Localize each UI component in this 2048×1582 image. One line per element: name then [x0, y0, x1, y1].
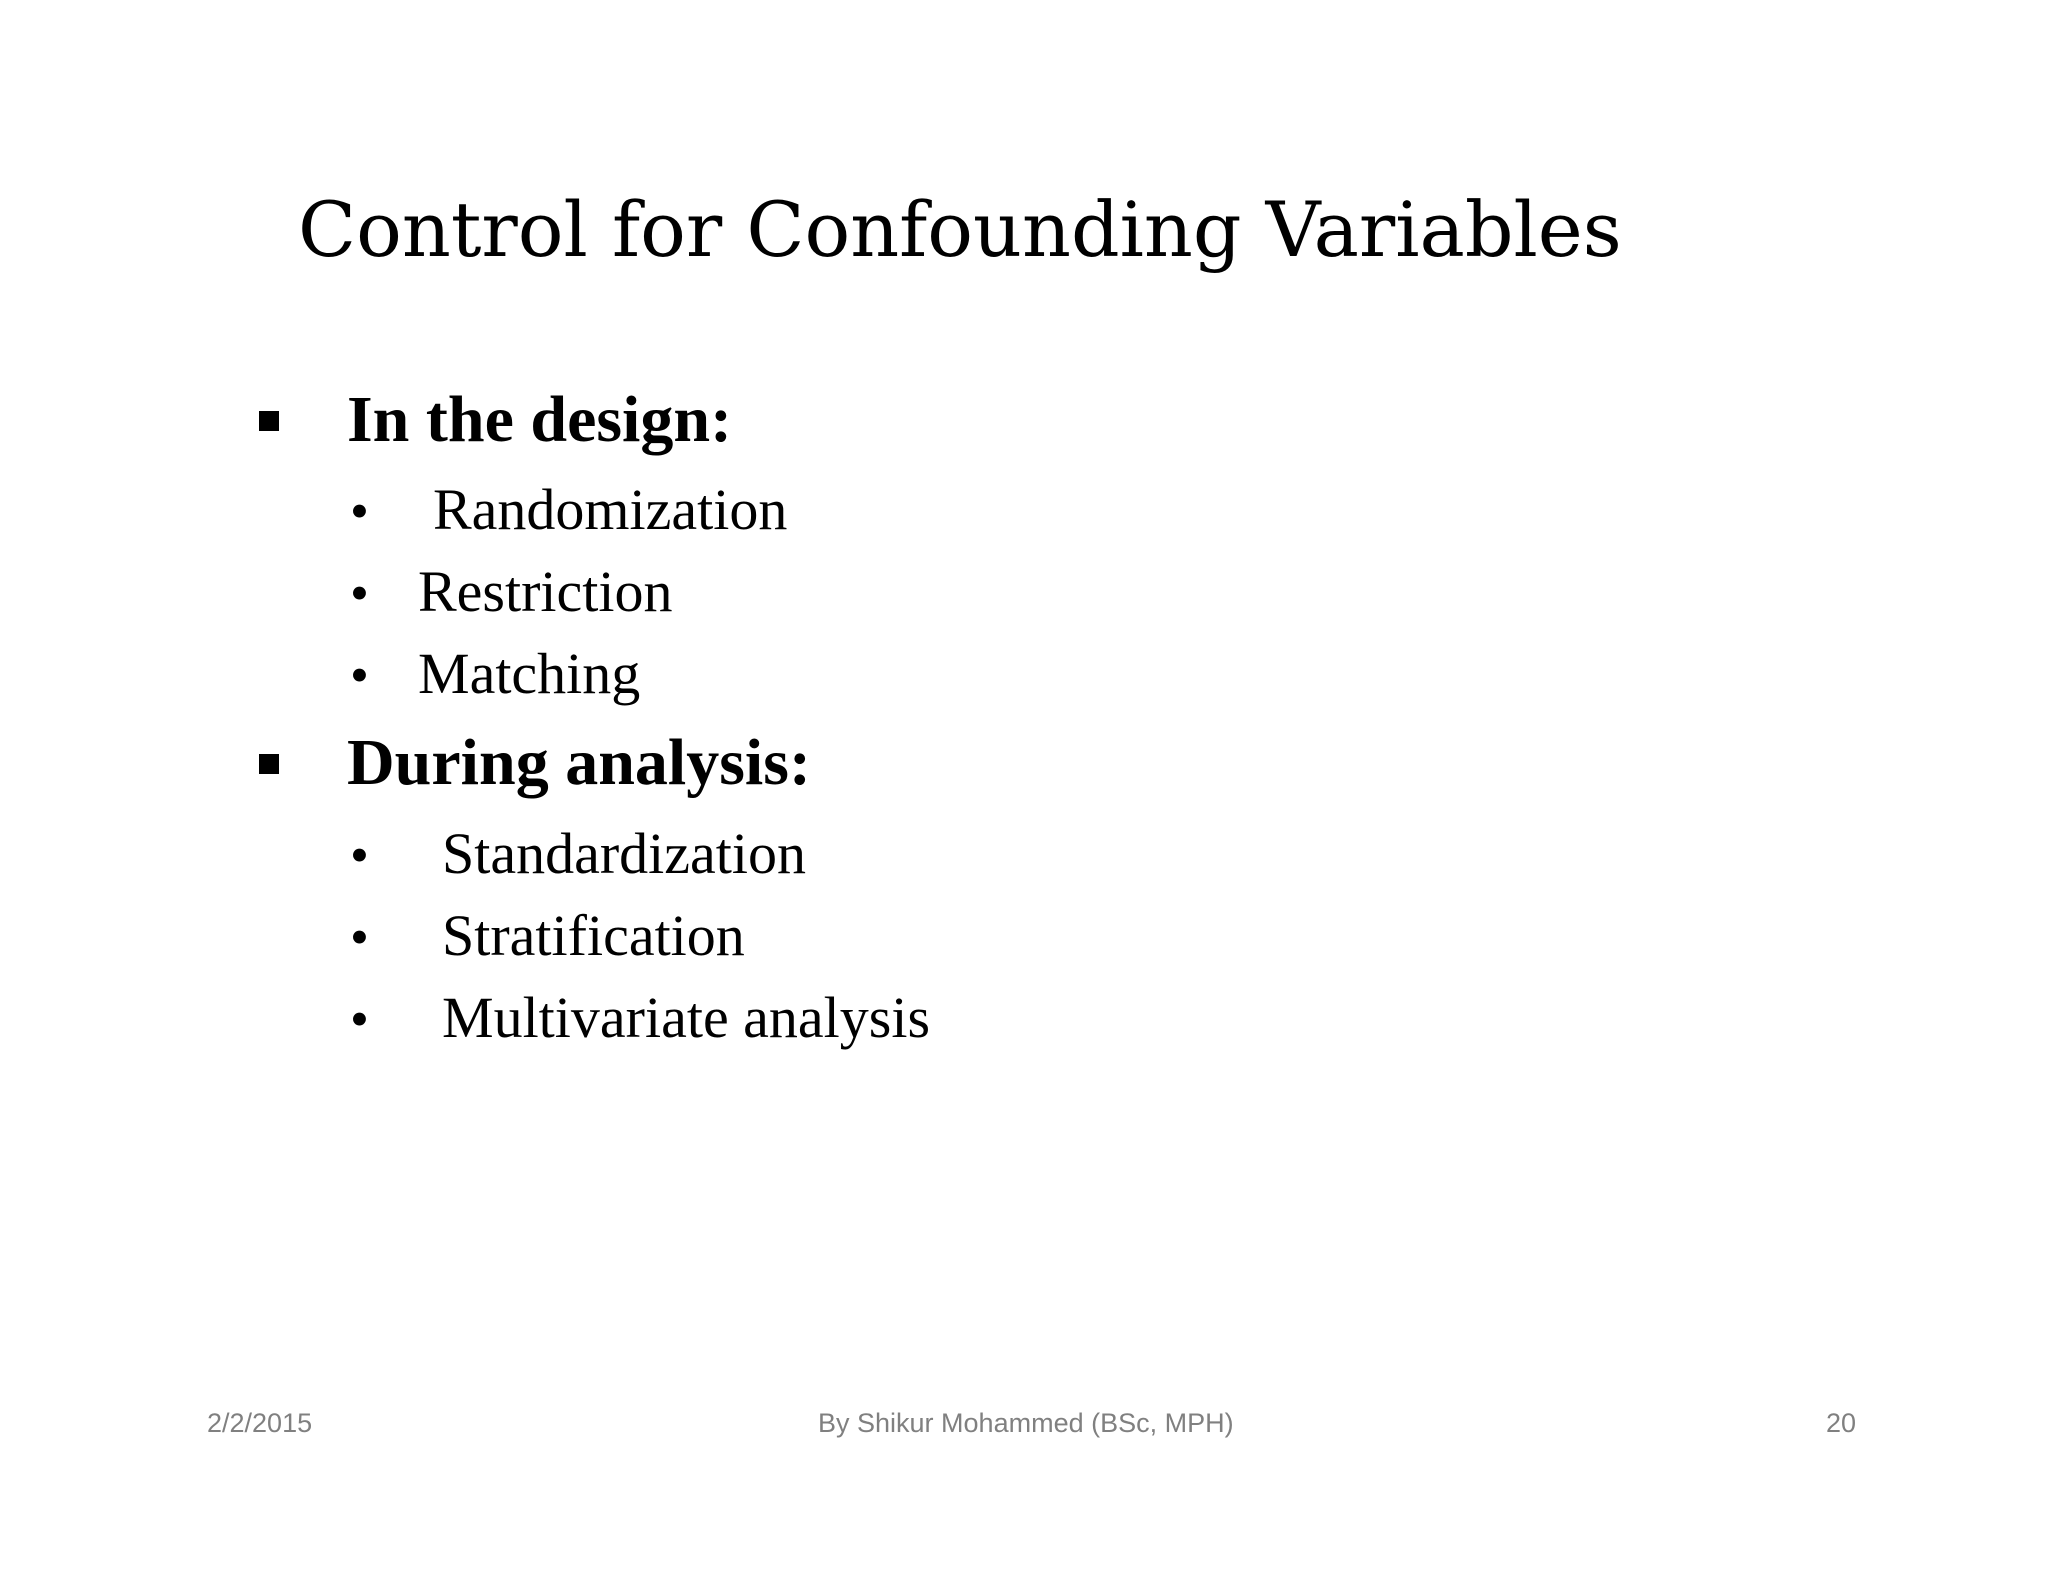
list-item-standardization: Standardization [442, 821, 807, 886]
slide-title: Control for Confounding Variables [298, 185, 1622, 274]
bullet-icon: • [350, 989, 369, 1049]
section-heading-design: In the design: [347, 383, 733, 456]
list-item-matching: Matching [418, 641, 641, 706]
bullet-icon: • [350, 907, 369, 967]
list-item-stratification: Stratification [442, 903, 745, 968]
square-bullet-icon [259, 754, 279, 774]
bullet-icon: • [350, 645, 369, 705]
footer-date: 2/2/2015 [207, 1408, 313, 1438]
list-item-randomization: Randomization [433, 477, 788, 542]
list-item-multivariate-analysis: Multivariate analysis [442, 985, 931, 1050]
footer-author: By Shikur Mohammed (BSc, MPH) [818, 1408, 1234, 1438]
section-heading-analysis: During analysis: [347, 726, 811, 799]
bullet-icon: • [350, 825, 369, 885]
bullet-icon: • [350, 563, 369, 623]
bullet-icon: • [350, 481, 369, 541]
square-bullet-icon [259, 411, 279, 431]
list-item-restriction: Restriction [418, 559, 673, 624]
footer-page-number: 20 [1826, 1408, 1857, 1438]
